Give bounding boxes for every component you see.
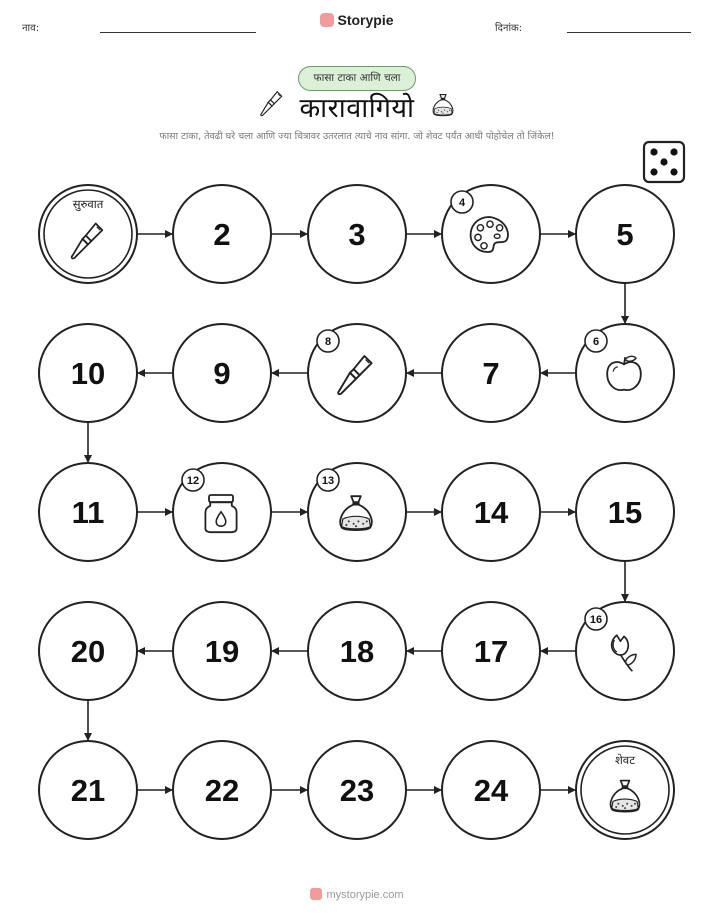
cell-number-badge xyxy=(182,469,204,491)
cell-number: 24 xyxy=(473,773,509,808)
cell-number: 17 xyxy=(473,634,509,669)
cell-number: 13 xyxy=(321,475,335,487)
board-cell xyxy=(173,463,271,561)
cell-number: 4 xyxy=(458,197,466,209)
cell-number: 8 xyxy=(324,336,332,348)
cell-number: 12 xyxy=(186,475,200,487)
cell-number: 6 xyxy=(592,336,600,348)
board-cell xyxy=(576,185,674,283)
board-cell xyxy=(173,602,271,700)
board-cell xyxy=(308,463,406,561)
cell-number: 23 xyxy=(339,773,375,808)
cell-number: 20 xyxy=(70,634,106,669)
brand-name: Storypie xyxy=(337,12,394,28)
board-cell xyxy=(442,185,540,283)
board-cell xyxy=(173,324,271,422)
start-cell xyxy=(39,185,137,283)
board-cell xyxy=(39,324,137,422)
board-cell xyxy=(442,463,540,561)
board-cell xyxy=(39,602,137,700)
board-cell xyxy=(39,741,137,839)
page-title: कारावागियो xyxy=(299,93,415,124)
cell-label: शेवट xyxy=(614,753,636,767)
board-cell xyxy=(442,741,540,839)
cell-number: 14 xyxy=(473,495,509,530)
board-cell xyxy=(173,185,271,283)
board-cell xyxy=(576,324,674,422)
cell-number: 5 xyxy=(616,217,634,252)
cell-number: 22 xyxy=(204,773,240,808)
board-cell xyxy=(39,463,137,561)
cell-number: 18 xyxy=(339,634,375,669)
cell-number: 2 xyxy=(213,217,231,252)
die-icon xyxy=(644,142,684,182)
board-cell xyxy=(308,741,406,839)
finish-cell xyxy=(576,741,674,839)
cell-number: 3 xyxy=(348,217,366,252)
board-cell xyxy=(308,324,406,422)
cell-number: 16 xyxy=(589,614,603,626)
footer xyxy=(0,888,714,901)
cell-number-badge xyxy=(585,608,607,630)
cell-number: 19 xyxy=(204,634,240,669)
footer-site: mystorypie.com xyxy=(326,889,404,901)
cell-number-badge xyxy=(451,191,473,213)
board-cell xyxy=(576,602,674,700)
board-cell xyxy=(308,602,406,700)
cell-number: 15 xyxy=(607,495,643,530)
cell-number: 9 xyxy=(213,356,231,391)
cell-number-badge xyxy=(585,330,607,352)
cell-number-badge xyxy=(317,469,339,491)
cell-number: 11 xyxy=(71,495,105,530)
cell-number: 7 xyxy=(482,356,500,391)
game-tag: फासा टाका आणि चला xyxy=(298,66,416,91)
board-cell xyxy=(308,185,406,283)
title-brush-icon xyxy=(261,92,282,116)
cell-number: 10 xyxy=(70,356,106,391)
title-pigment-bag-icon xyxy=(433,95,453,116)
cell-label: सुरुवात xyxy=(72,197,104,211)
instructions: फासा टाका, तेवढी घरे चला आणि ज्या चित्रावर उतरलात त्याचे नाव सांगा. जो शेवट पर्यंत आधी पोहोचेल तो जिंकेल! xyxy=(159,131,555,142)
board-cell xyxy=(442,602,540,700)
name-label: नाव: xyxy=(22,23,40,34)
date-label: दिनांक: xyxy=(495,23,523,34)
cell-number: 21 xyxy=(70,773,106,808)
board-cell xyxy=(576,463,674,561)
cell-number-badge xyxy=(317,330,339,352)
storypie-logo-icon xyxy=(310,888,322,900)
board-cell xyxy=(442,324,540,422)
board-cell xyxy=(173,741,271,839)
